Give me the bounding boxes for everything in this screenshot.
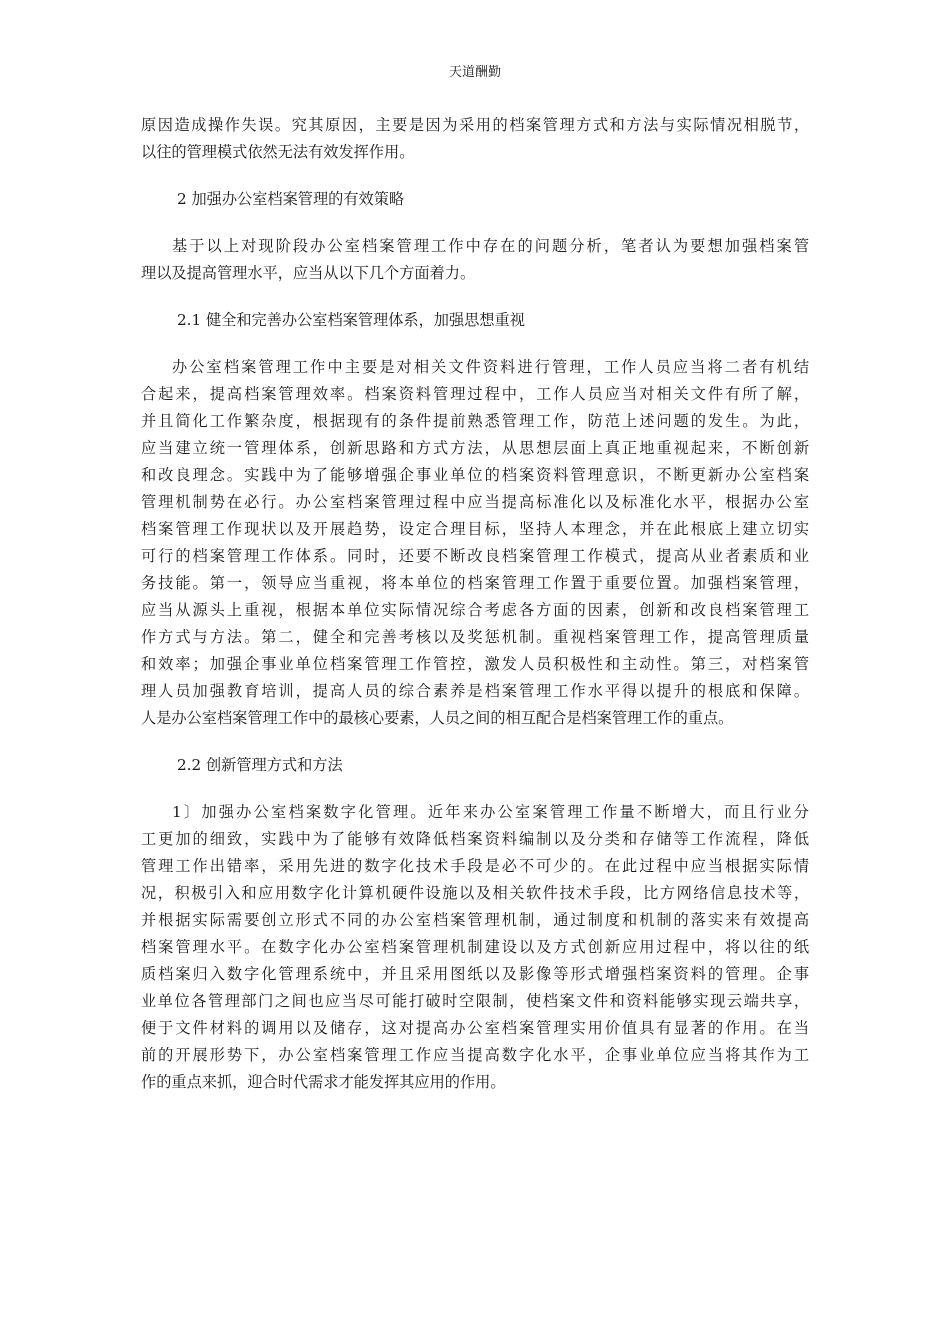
text-line: 作方式与方法。第二，健全和完善考核以及奖惩机制。重视档案管理工作，提高管理质量: [141, 628, 809, 646]
text-line: 和改良理念。实践中为了能够增强企事业单位的档案资料管理意识，不断更新办公室档案: [141, 466, 809, 484]
text-line: 并根据实际需要创立形式不同的办公室档案管理机制，通过制度和机制的落实来有效提高: [141, 911, 809, 929]
text-line: 以往的管理模式依然无法有效发挥作用。: [141, 143, 415, 161]
text-line: 档案管理水平。在数字化办公室档案管理机制建设以及方式创新应用过程中，将以往的纸: [141, 938, 809, 956]
text-line: 况，积极引入和应用数字化计算机硬件设施以及相关软件技术手段，比方网络信息技术等，: [141, 884, 809, 902]
text-line: 管理工作出错率，采用先进的数字化技术手段是必不可少的。在此过程中应当根据实际情: [141, 857, 809, 875]
paragraph-gap: [141, 732, 809, 752]
text-line: 务技能。第一，领导应当重视，将本单位的档案管理工作置于重要位置。加强档案管理，: [141, 574, 809, 592]
paragraph-gap: [141, 334, 809, 354]
text-line: 质档案归入数字化管理系统中，并且采用图纸以及影像等形式增强档案资料的管理。企事: [141, 965, 809, 983]
text-line: 可行的档案管理工作体系。同时，还要不断改良档案管理工作模式，提高从业者素质和业: [141, 547, 809, 565]
text-line: 前的开展形势下，办公室档案管理工作应当提高数字化水平，企事业单位应当将其作为工: [141, 1046, 809, 1064]
text-line: 管理机制势在必行。办公室档案管理过程中应当提高标准化以及标准化水平，根据办公室: [141, 493, 809, 511]
text-line: 1〕加强办公室档案数字化管理。近年来办公室案管理工作量不断增大，而且行业分: [172, 803, 809, 821]
text-line: 作的重点来抓，迎合时代需求才能发挥其应用的作用。: [141, 1073, 506, 1091]
text-line: 并且简化工作繁杂度，根据现有的条件提前熟悉管理工作，防范上述问题的发生。为此，: [141, 412, 809, 430]
section-heading: 2 加强办公室档案管理的有效策略: [177, 190, 405, 208]
document-body: [141, 112, 809, 1096]
paragraph: [141, 354, 809, 732]
paragraph-gap: [141, 779, 809, 799]
text-line: 办公室档案管理工作中主要是对相关文件资料进行管理，工作人员应当将二者有机结: [172, 358, 809, 376]
paragraph: [141, 233, 809, 287]
paragraph: [141, 112, 809, 166]
text-line: 原因造成操作失误。究其原因，主要是因为采用的档案管理方式和方法与实际情况相脱节，: [141, 116, 809, 134]
text-line: 便于文件材料的调用以及储存，这对提高办公室档案管理实用价值具有显著的作用。在当: [141, 1019, 809, 1037]
paragraph: [141, 799, 809, 1096]
paragraph-gap: [141, 287, 809, 307]
text-line: 工更加的细致，实践中为了能够有效降低档案资料编制以及分类和存储等工作流程，降低: [141, 830, 809, 848]
text-line: 应当建立统一管理体系，创新思路和方式方法，从思想层面上真正地重视起来，不断创新: [141, 439, 809, 457]
text-line: 档案管理工作现状以及开展趋势，设定合理目标，坚持人本理念，并在此根底上建立切实: [141, 520, 809, 538]
text-line: 理人员加强教育培训，提高人员的综合素养是档案管理工作水平得以提升的根底和保障。: [141, 682, 809, 700]
page-header: 天道酬勤: [448, 65, 501, 80]
text-line: 理以及提高管理水平，应当从以下几个方面着力。: [141, 264, 476, 282]
text-line: 和效率；加强企事业单位档案管理工作管控，激发人员积极性和主动性。第三，对档案管: [141, 655, 809, 673]
paragraph-gap: [141, 166, 809, 186]
text-line: 合起来，提高档案管理效率。档案资料管理过程中，工作人员应当对相关文件有所了解，: [141, 385, 809, 403]
text-line: 人是办公室档案管理工作中的最核心要素，人员之间的相互配合是档案管理工作的重点。: [141, 709, 734, 727]
text-line: 业单位各管理部门之间也应当尽可能打破时空限制，使档案文件和资料能够实现云端共享，: [141, 992, 809, 1010]
section-heading: 2.2 创新管理方式和方法: [177, 756, 343, 774]
paragraph-gap: [141, 213, 809, 233]
text-line: 基于以上对现阶段办公室档案管理工作中存在的问题分析，笔者认为要想加强档案管: [172, 237, 809, 255]
section-heading: 2.1 健全和完善办公室档案管理体系，加强思想重视: [177, 311, 525, 329]
text-line: 应当从源头上重视，根据本单位实际情况综合考虑各方面的因素，创新和改良档案管理工: [141, 601, 809, 619]
